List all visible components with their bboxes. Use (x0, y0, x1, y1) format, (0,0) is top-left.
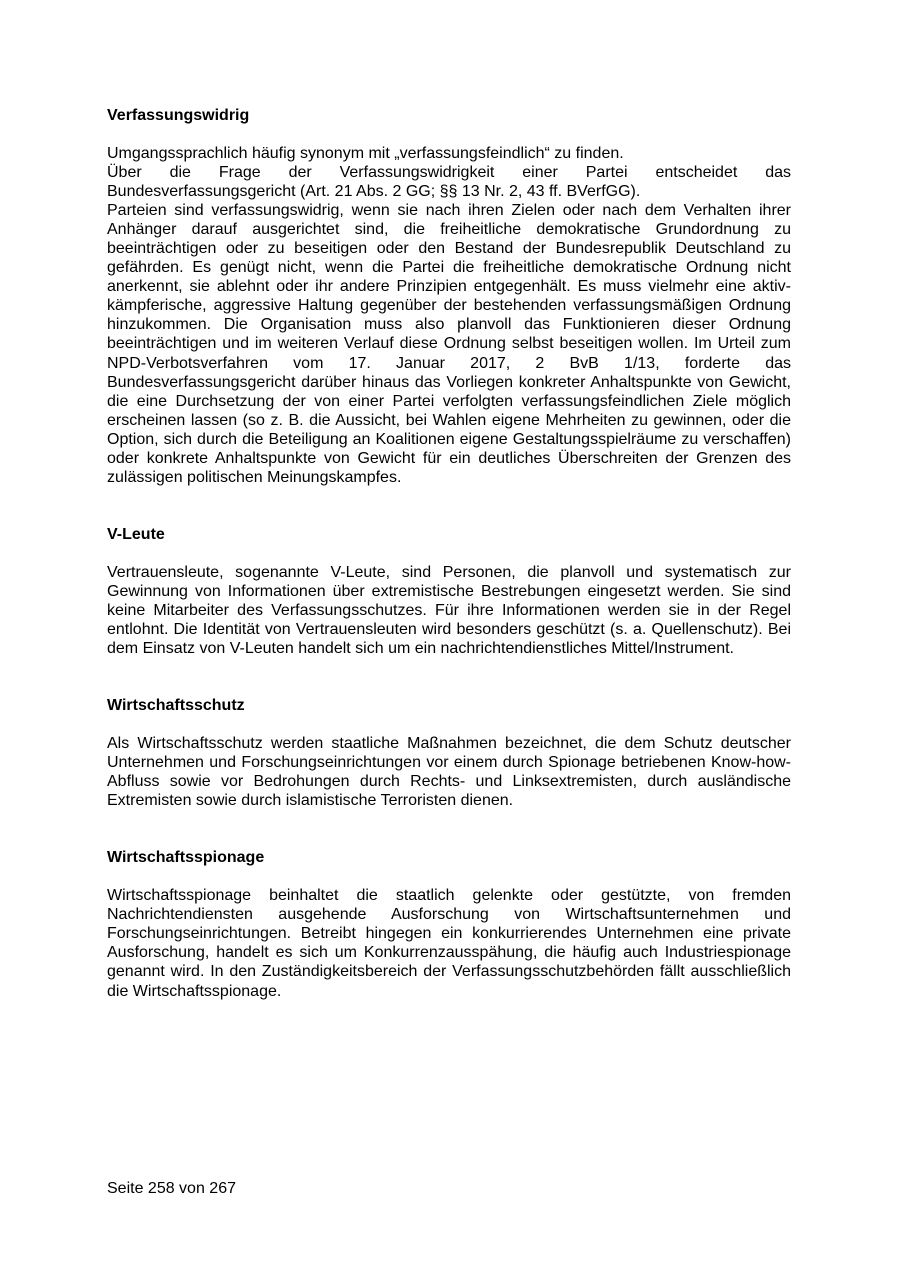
section-wirtschaftsschutz (107, 696, 791, 810)
paragraph: Wirtschaftsspionage beinhaltet die staatlich gelenkte oder gestützte, von fremden Nachrichtendiensten ausgehende Ausforschung von Wirtschaftsunternehmen und Forschungseinrichtungen. Betreibt hingegen ein konkurrierendes Unternehmen eine private Ausforschung, handelt es sich um Konkurrenzausspähung, die häufig auch Industriespionage genannt wird. In den Zuständigkeitsbereich der Verfassungsschutzbehörden fällt ausschließlich die Wirtschaftsspionage. (107, 887, 791, 1000)
section-wirtschaftsspionage (107, 848, 791, 1000)
paragraph: Umgangssprachlich häufig synonym mit „verfassungsfeindlich“ zu finden. (107, 145, 624, 162)
section-verfassungswidrig (107, 106, 791, 487)
paragraph: Als Wirtschaftsschutz werden staatliche Maßnahmen bezeichnet, die dem Schutz deutscher Unternehmen und Forschungseinrichtungen vor einem durch Spionage betriebenen Know-how-Abfluss sowie vor Bedrohungen durch Rechts- und Linksextremisten, durch ausländische Extremisten sowie durch islamistische Terroristen dienen. (107, 735, 791, 810)
section-heading: Wirtschaftsspionage (107, 849, 265, 867)
paragraph: Parteien sind verfassungswidrig, wenn sie nach ihren Zielen oder nach dem Verhalten ihrer Anhänger darauf ausgerichtet sind, die freiheitliche demokratische Grundordnung zu beeinträchtigen oder zu beseitigen oder den Bestand der Bundesrepublik Deutschland zu gefährden. Es genügt nicht, wenn die Partei die freiheitliche demokratische Ordnung nicht anerkennt, sie ablehnt oder ihr andere Prinzipien entgegenhält. Es muss vielmehr eine aktiv-kämpferische, aggressive Haltung gegenüber der bestehenden verfassungsmäßigen Ordnung hinzukommen. Die Organisation muss also planvoll das Funktionieren dieser Ordnung beeinträchtigen und im weiteren Verlauf diese Ordnung selbst beseitigen wollen. Im Urteil zum NPD-Verbotsverfahren vom 17. Januar 2017, 2 BvB 1/13, forderte das Bundesverfassungsgericht darüber hinaus das Vorliegen konkreter Anhaltspunkte von Gewicht, die eine Durchsetzung der von einer Partei verfolgten verfassungsfeindlichen Ziele möglich erscheinen lassen (so z. B. die Aussicht, bei Wahlen eigene Mehrheiten zu gewinnen, oder die Option, sich durch die Beteiligung an Koalitionen eigene Gestaltungsspielräume zu verschaffen) oder konkrete Anhaltspunkte von Gewicht für ein deutliches Überschreiten der Grenzen des zulässigen politischen Meinungskampfes. (107, 202, 791, 486)
section-v-leute (107, 525, 791, 658)
section-heading: Wirtschaftsschutz (107, 697, 245, 715)
section-spacer (107, 658, 791, 696)
document-page (107, 106, 791, 1001)
paragraph: Vertrauensleute, sogenannte V-Leute, sind Personen, die planvoll und systematisch zur Gewinnung von Informationen über extremistische Bestrebungen eingesetzt werden. Sie sind keine Mitarbeiter des Verfassungsschutzes. Für ihre Informationen werden sie in der Regel entlohnt. Die Identität von Vertrauensleuten wird besonders geschützt (s. a. Quellenschutz). Bei dem Einsatz von V-Leuten handelt sich um ein nachrichtendienstliches Mittel/Instrument. (107, 563, 791, 658)
section-heading: Verfassungswidrig (107, 107, 250, 124)
section-heading: V-Leute (107, 525, 165, 543)
section-spacer (107, 810, 791, 848)
section-spacer (107, 487, 791, 525)
page-number-footer: Seite 258 von 267 (107, 1180, 236, 1197)
paragraph: Über die Frage der Verfassungswidrigkeit einer Partei entscheidet das Bundesverfassungsgericht (Art. 21 Abs. 2 GG; §§ 13 Nr. 2, 43 ff. BVerfGG). (107, 164, 791, 201)
